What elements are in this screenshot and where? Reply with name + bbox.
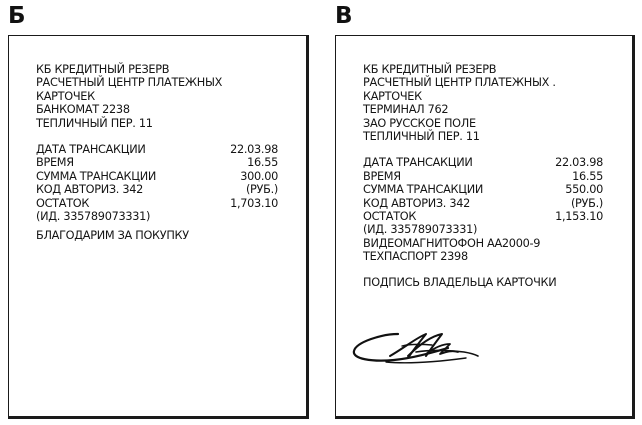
field-row-amount (363, 183, 603, 196)
bank-name: КБ КРЕДИТНЫЙ РЕЗЕРВ (363, 63, 497, 76)
field-row-balance (36, 197, 278, 210)
panel-label-v: В (335, 3, 353, 29)
receipt-b (8, 35, 309, 419)
field-value: 300.00 (240, 169, 278, 183)
thank-you-text: БЛАГОДАРИМ ЗА ПОКУПКУ (36, 229, 189, 243)
address: ТЕПЛИЧНЫЙ ПЕР. 11 (36, 116, 153, 130)
field-row-time (36, 156, 278, 169)
field-label: КОД АВТОРИЗ. 342 (36, 183, 144, 197)
center-name: РАСЧЕТНЫЙ ЦЕНТР ПЛАТЕЖНЫХ . (363, 76, 556, 90)
item-name: ВИДЕОМАГНИТОФОН АА2000-9 (363, 236, 541, 250)
field-label: СУММА ТРАНСАКЦИИ (363, 183, 484, 197)
field-value: 1,703.10 (230, 196, 278, 210)
bank-name: КБ КРЕДИТНЫЙ РЕЗЕРВ (36, 63, 170, 76)
receipt-v (335, 35, 635, 419)
merchant-name: ЗАО РУССКОЕ ПОЛЕ (363, 116, 476, 130)
field-label: ДАТА ТРАНСАКЦИИ (36, 142, 146, 156)
id-line: (ИД. 335789073331) (36, 209, 151, 223)
field-value: (РУБ.) (245, 183, 278, 197)
field-row-date (363, 156, 603, 169)
field-value: 550.00 (565, 183, 603, 197)
field-label: ВРЕМЯ (36, 156, 74, 170)
field-row-time (363, 170, 603, 183)
id-line: (ИД. 335789073331) (363, 223, 478, 237)
field-label: ВРЕМЯ (363, 169, 401, 183)
receipt-b-content (36, 63, 278, 243)
field-value: 16.55 (247, 156, 278, 170)
field-row-amount (36, 170, 278, 183)
field-label: ОСТАТОК (363, 209, 417, 223)
address: ТЕПЛИЧНЫЙ ПЕР. 11 (363, 129, 480, 143)
field-value: (РУБ.) (570, 196, 603, 210)
terminal-id: ТЕРМИНАЛ 762 (363, 103, 449, 117)
panel-label-b: Б (8, 3, 26, 29)
field-row-balance (363, 210, 603, 223)
field-row-date (36, 143, 278, 156)
field-row-auth (36, 183, 278, 196)
field-label: СУММА ТРАНСАКЦИИ (36, 169, 157, 183)
field-label: ДАТА ТРАНСАКЦИИ (363, 156, 473, 170)
item-passport: ТЕХПАСПОРТ 2398 (363, 250, 468, 264)
field-label: ОСТАТОК (36, 196, 90, 210)
field-value: 16.55 (572, 169, 603, 183)
signature-label: ПОДПИСЬ ВЛАДЕЛЬЦА КАРТОЧКИ (363, 276, 557, 290)
signature-scribble (346, 326, 486, 368)
field-value: 1,153.10 (555, 209, 603, 223)
center-name-cont: КАРТОЧЕК (36, 89, 95, 103)
field-value: 22.03.98 (555, 156, 603, 170)
field-label: КОД АВТОРИЗ. 342 (363, 196, 471, 210)
receipt-v-content (363, 63, 603, 290)
field-row-auth (363, 197, 603, 210)
center-name: РАСЧЕТНЫЙ ЦЕНТР ПЛАТЕЖНЫХ (36, 76, 223, 90)
field-value: 22.03.98 (230, 142, 278, 156)
center-name-cont: КАРТОЧЕК (363, 89, 422, 103)
terminal-id: БАНКОМАТ 2238 (36, 103, 130, 117)
